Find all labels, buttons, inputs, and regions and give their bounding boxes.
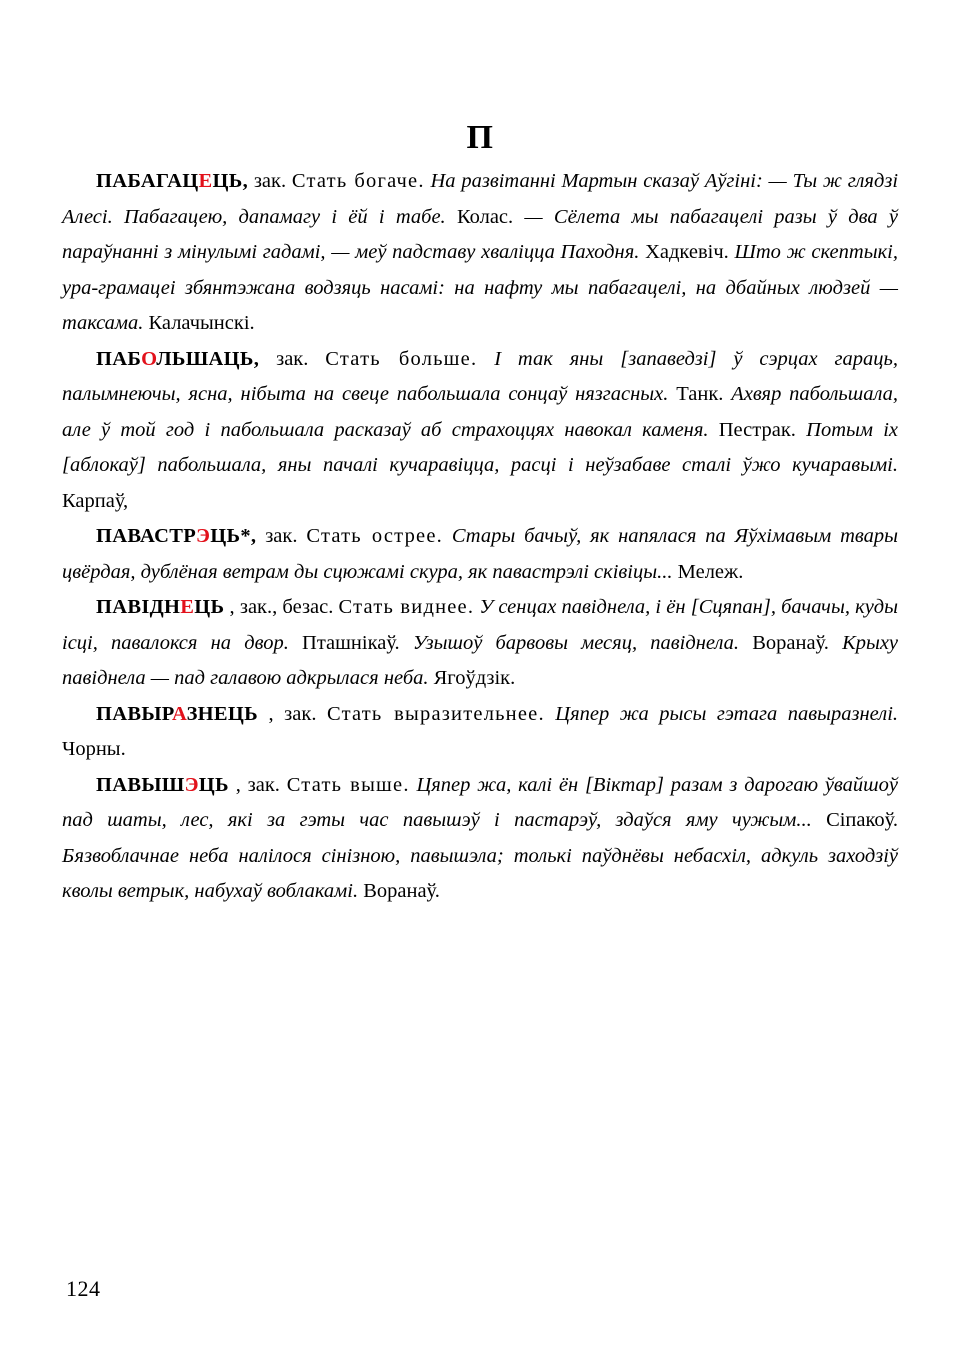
entry-citation: — Сёлета мы пабагацелі разы ў два ў параўнанні з мінулымі гадамі, — меў падставу хваліцца Паходня. bbox=[62, 205, 898, 263]
entry-citation: Стары бачыў, як напялася па Яўхімавым твары цвёрдая, дублёная ветрам ды сцюжамі скура, як павастрэлі сківіцы... bbox=[62, 525, 899, 583]
entry-citation: Крыху павіднела — пад галавою адкрылася неба. bbox=[62, 631, 899, 689]
entry-gloss: Стать больше. bbox=[325, 347, 478, 370]
dictionary-entry bbox=[62, 164, 898, 342]
entry-citation: Бязвоблачнае неба налілося сінізною, павышэла; толькі паўднёвы небасхіл, адкуль заходзіў кволы ветрык, набухаў воблакамі. bbox=[62, 844, 898, 902]
entry-headword bbox=[96, 703, 258, 725]
entry-citation-source: Танк. bbox=[676, 383, 724, 405]
headword-pre: ПАВАСТР bbox=[96, 525, 197, 547]
entry-grammar-label: , зак. bbox=[268, 702, 317, 725]
entry-gloss: Стать богаче. bbox=[291, 170, 425, 192]
entry-citation: Узышоў барвовы месяц, павіднела. bbox=[412, 631, 740, 654]
headword-pre: ПАВІДН bbox=[96, 596, 181, 618]
entry-gloss: Стать острее. bbox=[306, 525, 443, 547]
entry-citation-source: Воранаў. bbox=[363, 880, 440, 902]
section-letter: П bbox=[466, 119, 494, 156]
headword-post: ЦЬ bbox=[194, 596, 225, 618]
entry-citation-source: Карпаў, bbox=[62, 489, 129, 512]
entry-headword bbox=[96, 596, 224, 618]
headword-pre: ПАБАГАЦ bbox=[96, 170, 199, 192]
entry-citation-source: Пестрак. bbox=[718, 418, 796, 441]
entry-citation-source: Колас. bbox=[456, 205, 514, 228]
headword-post: ЦЬ, bbox=[212, 170, 249, 192]
entry-citation-source: Хадкевіч. bbox=[645, 241, 729, 263]
headword-accent-letter: Е bbox=[180, 596, 195, 618]
entry-grammar-label: , зак. bbox=[235, 773, 280, 796]
headword-accent-letter: А bbox=[171, 702, 187, 725]
headword-post: ЛЬШАЦЬ, bbox=[156, 347, 260, 370]
entry-citation: Цяпер жа, калі ён [Віктар] разам з дарогаю ўвайшоў пад шаты, лес, які за гэты час павышэў і пастарэў, здаўся яму чужым... bbox=[62, 773, 899, 831]
entry-citation-source: Мележ. bbox=[677, 560, 744, 583]
headword-post: ЦЬ*, bbox=[210, 525, 257, 547]
entry-citation: На развітанні Мартын сказаў Аўгіні: — Ты ж глядзі Алесі. Пабагацею, дапамагу і ёй і табе. bbox=[62, 170, 899, 228]
entry-gloss: Стать выразительнее. bbox=[326, 702, 545, 725]
headword-pre: ПАВЫР bbox=[96, 702, 172, 725]
entry-citation: У сенцах павіднела, і ён [Сцяпан], бачачы, куды ісці, павалокся на двор. bbox=[62, 596, 899, 654]
entry-citation-source: Сіпакоў. bbox=[826, 809, 898, 831]
entry-headword bbox=[96, 525, 256, 547]
entry-gloss: Стать виднее. bbox=[338, 596, 475, 618]
headword-accent-letter: Э bbox=[196, 525, 211, 547]
headword-accent-letter: Э bbox=[184, 773, 199, 796]
entry-citation: Цяпер жа рысы гэтага павыразнелі. bbox=[555, 702, 899, 725]
headword-accent-letter: О bbox=[141, 347, 157, 370]
dictionary-entry bbox=[62, 697, 898, 768]
entry-citation: Ахвяр пабольшала, але ў той год і пабольшала расказаў аб страхоццях навокал каменя. bbox=[62, 383, 899, 441]
entry-citation-source: Ягоўдзік. bbox=[433, 667, 516, 689]
entry-list bbox=[62, 164, 898, 910]
headword-post: ЗНЕЦЬ bbox=[186, 702, 259, 725]
dictionary-entry bbox=[62, 519, 898, 590]
dictionary-entry bbox=[62, 342, 898, 520]
page-number: 124 bbox=[66, 1276, 101, 1301]
entry-citation: І так яны [запаведзі] ў сэрцах гараць, палымнеючы, ясна, нібыта на свеце пабольшала сонцаў нязгасных. bbox=[62, 347, 898, 405]
entry-gloss: Стать выше. bbox=[286, 773, 410, 796]
headword-accent-letter: Е bbox=[198, 170, 213, 192]
dictionary-entry bbox=[62, 590, 898, 697]
entry-citation-source: Чорны. bbox=[62, 738, 126, 760]
dictionary-entry bbox=[62, 768, 898, 910]
headword-post: ЦЬ bbox=[198, 773, 229, 796]
entry-citation: Што ж скептыкі, ура-грамацеі збянтэжана водзяць насамі: на нафту мы пабагацелі, на дбайных людзей — таксама. bbox=[62, 241, 898, 334]
entry-citation: Потым іх [аблокаў] пабольшала, яны пачалі кучаравіцца, расці і неўзабаве сталі ўжо кучаравымі. bbox=[62, 418, 899, 476]
headword-pre: ПАБ bbox=[96, 347, 142, 370]
entry-grammar-label: , зак., безас. bbox=[229, 596, 334, 618]
entry-headword bbox=[96, 348, 259, 370]
entry-grammar-label: зак. bbox=[253, 170, 287, 192]
entry-grammar-label: зак. bbox=[265, 525, 298, 547]
entry-citation-source: Пташнікаў. bbox=[302, 631, 400, 654]
entry-headword bbox=[96, 170, 248, 192]
entry-citation-source: Калачынскі. bbox=[148, 312, 255, 334]
headword-pre: ПАВЫШ bbox=[96, 773, 185, 796]
entry-grammar-label: зак. bbox=[276, 347, 309, 370]
entry-citation-source: Воранаў. bbox=[752, 631, 829, 654]
entry-headword bbox=[96, 774, 229, 796]
